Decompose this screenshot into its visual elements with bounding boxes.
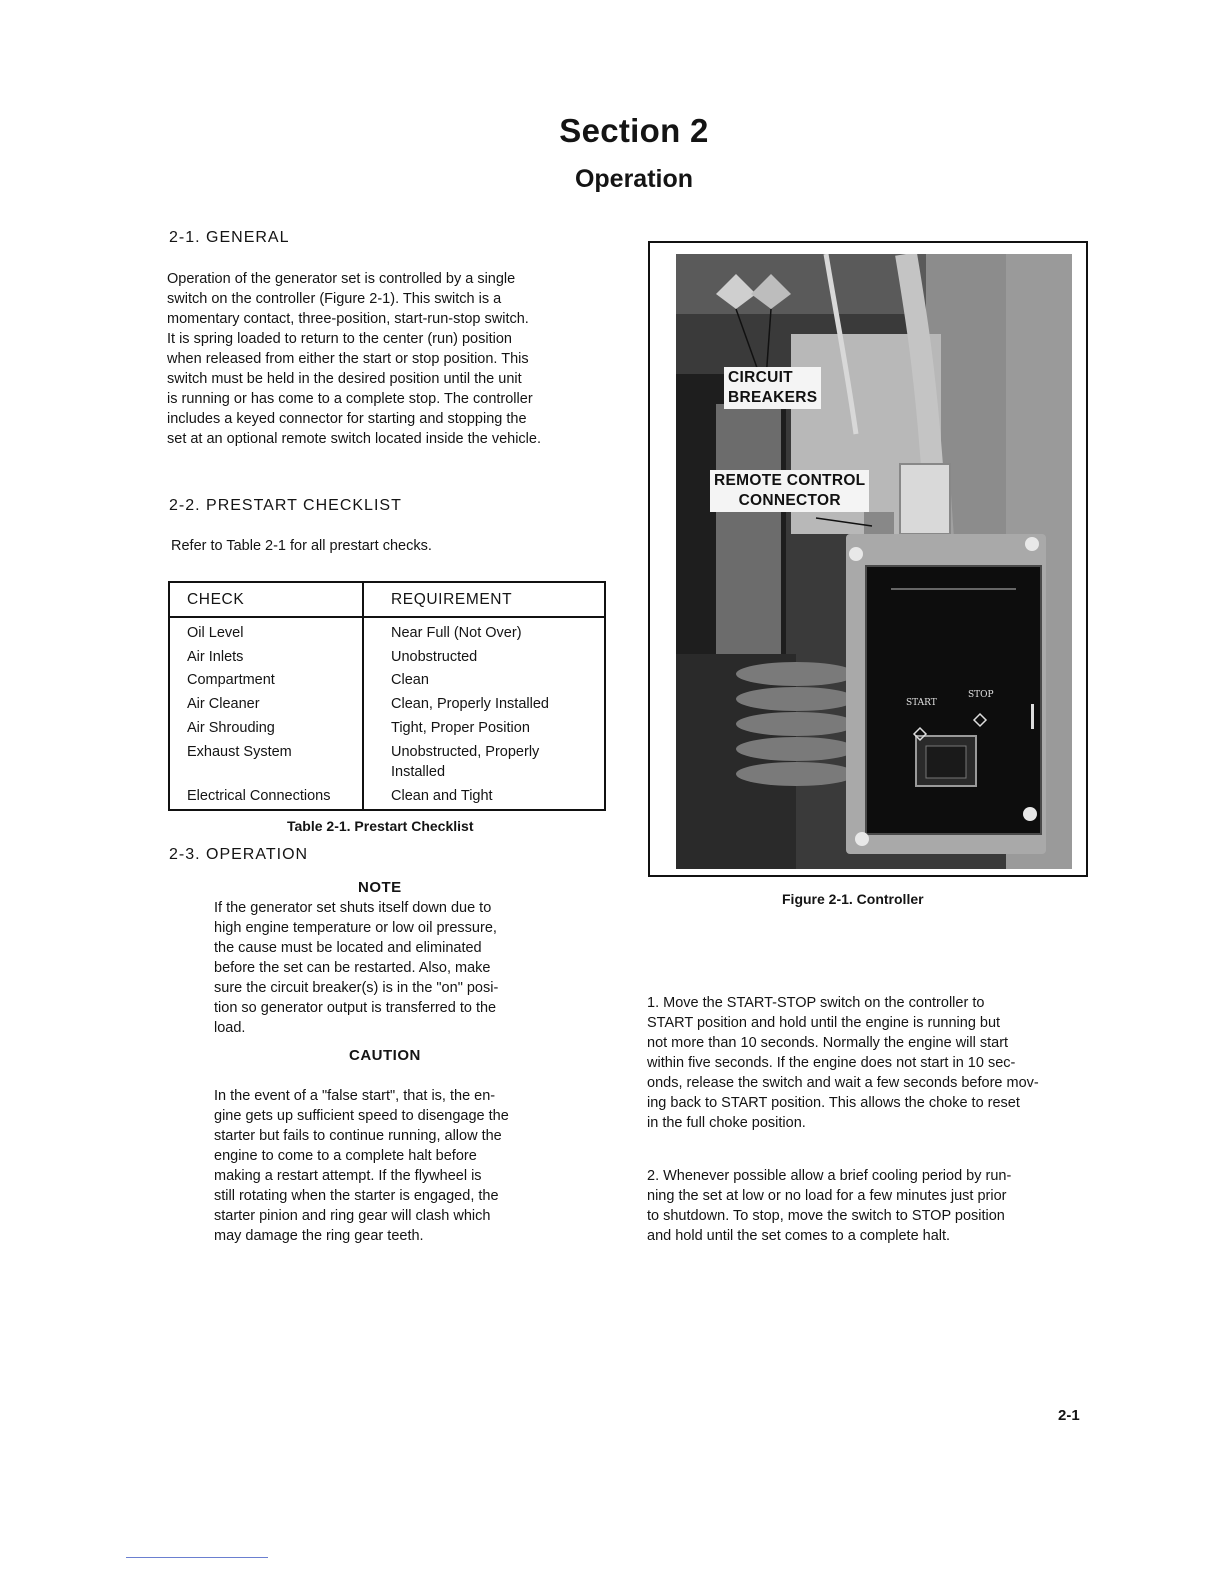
text-line: is running or has come to a complete stop. The controller (167, 391, 533, 407)
text-line: 2. Whenever possible allow a brief cooling period by run- (647, 1168, 1012, 1184)
text-line: may damage the ring gear teeth. (214, 1228, 424, 1244)
table-header-divider (170, 616, 604, 618)
page-number: 2-1 (1058, 1407, 1080, 1424)
table-caption: Table 2-1. Prestart Checklist (287, 818, 474, 834)
general-heading: 2-1. GENERAL (169, 229, 290, 246)
text-line: engine to come to a complete halt before (214, 1148, 477, 1164)
table-cell-check: Air Cleaner (187, 696, 260, 712)
table-cell-requirement: Clean, Properly Installed (391, 696, 549, 712)
text-line: switch on the controller (Figure 2-1). This switch is a (167, 291, 502, 307)
text-line: It is spring loaded to return to the center (run) position (167, 331, 512, 347)
text-line: momentary contact, three-position, start-run-stop switch. (167, 311, 529, 327)
text-line: Operation of the generator set is controlled by a single (167, 271, 516, 287)
prestart-intro: Refer to Table 2-1 for all prestart checks. (171, 538, 432, 554)
label-line: BREAKERS (728, 389, 818, 406)
step-2-paragraph (647, 1166, 1087, 1246)
text-line: still rotating when the starter is engaged, the (214, 1188, 499, 1204)
table-cell-check: Air Shrouding (187, 720, 275, 736)
text-line: onds, release the switch and wait a few seconds before mov- (647, 1075, 1039, 1091)
controller-photo (676, 254, 1072, 869)
table-cell-check: Exhaust System (187, 744, 292, 760)
step-1-paragraph (647, 993, 1085, 1133)
text-line: to shutdown. To stop, move the switch to STOP position (647, 1208, 1005, 1224)
table-cell-requirement: Tight, Proper Position (391, 720, 530, 736)
table-cell-requirement: Clean and Tight (391, 788, 493, 804)
caution-heading: CAUTION (349, 1047, 421, 1064)
text-line: making a restart attempt. If the flywheel is (214, 1168, 482, 1184)
text-line: gine gets up sufficient speed to disengage the (214, 1108, 509, 1124)
text-line: START position and hold until the engine is running but (647, 1015, 1001, 1031)
controller-figure (648, 241, 1088, 877)
remote-control-connector-label (710, 470, 869, 512)
text-line: starter but fails to continue running, allow the (214, 1128, 502, 1144)
caution-paragraph (214, 1086, 561, 1246)
switch-stop-label: STOP (968, 690, 994, 700)
operation-heading: 2-3. OPERATION (169, 846, 309, 863)
text-line: not more than 10 seconds. Normally the engine will start (647, 1035, 1009, 1051)
text-line: high engine temperature or low oil pressure, (214, 920, 497, 936)
text-line: tion so generator output is transferred to the (214, 1000, 497, 1016)
text-line: 1. Move the START-STOP switch on the controller to (647, 995, 985, 1011)
general-paragraph (167, 269, 605, 449)
column-header-check: CHECK (187, 591, 245, 608)
text-line: set at an optional remote switch located inside the vehicle. (167, 431, 541, 447)
text-line: In the event of a "false start", that is, the en- (214, 1088, 496, 1104)
text-line: in the full choke position. (647, 1115, 806, 1131)
column-header-requirement: REQUIREMENT (391, 591, 513, 608)
section-number: Section 2 (559, 112, 709, 149)
switch-start-label: START (906, 698, 937, 708)
section-title: Operation (574, 165, 694, 193)
controller-photo-drawing (676, 254, 1072, 869)
prestart-checklist-table (168, 581, 606, 811)
text-line: load. (214, 1020, 246, 1036)
footer-divider (126, 1557, 268, 1558)
note-heading: NOTE (358, 879, 402, 896)
figure-caption: Figure 2-1. Controller (782, 891, 924, 907)
text-line: the cause must be located and eliminated (214, 940, 482, 956)
note-paragraph (214, 898, 561, 1038)
table-cell-check: Oil Level (187, 625, 244, 641)
text-line: when released from either the start or stop position. This (167, 351, 529, 367)
text-line: If the generator set shuts itself down due to (214, 900, 492, 916)
text-line: ing back to START position. This allows the choke to reset (647, 1095, 1020, 1111)
label-line: REMOTE CONTROL (714, 472, 866, 489)
label-line: CONNECTOR (738, 492, 841, 509)
table-cell-check: Compartment (187, 672, 275, 688)
table-cell-check: Air Inlets (187, 649, 244, 665)
text-line: switch must be held in the desired position until the unit (167, 371, 522, 387)
table-cell-requirement: Unobstructed, Properly (391, 744, 540, 760)
text-line: within five seconds. If the engine does not start in 10 sec- (647, 1055, 1016, 1071)
text-line: sure the circuit breaker(s) is in the "on" posi- (214, 980, 499, 996)
text-line: and hold until the set comes to a complete halt. (647, 1228, 951, 1244)
table-cell-check: Electrical Connections (187, 788, 331, 804)
text-line: includes a keyed connector for starting and stopping the (167, 411, 527, 427)
label-line: CIRCUIT (728, 369, 793, 386)
prestart-heading: 2-2. PRESTART CHECKLIST (169, 497, 402, 514)
table-cell-requirement: Near Full (Not Over) (391, 625, 522, 641)
text-line: before the set can be restarted. Also, make (214, 960, 491, 976)
table-cell-requirement: Installed (391, 764, 446, 780)
table-cell-requirement: Unobstructed (391, 649, 478, 665)
circuit-breakers-label (724, 367, 821, 409)
table-cell-requirement: Clean (391, 672, 429, 688)
text-line: ning the set at low or no load for a few minutes just prior (647, 1188, 1007, 1204)
text-line: starter pinion and ring gear will clash which (214, 1208, 491, 1224)
